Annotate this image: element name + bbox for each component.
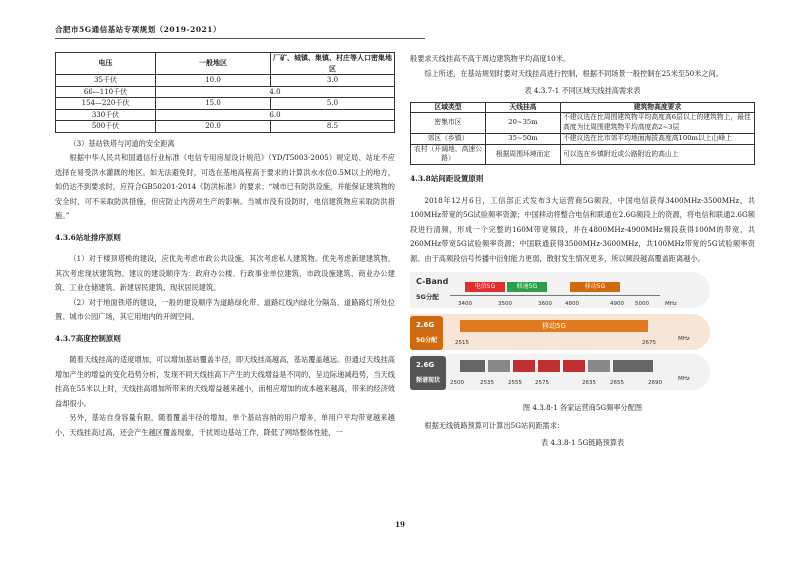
table-row <box>56 98 395 110</box>
g26b-segment <box>538 360 560 372</box>
tick-label: 2575 <box>535 380 549 387</box>
tick-label: 3600 <box>538 301 552 308</box>
table-cell: 35~50m <box>486 133 561 144</box>
cband-subtitle: 5G分配 <box>416 292 439 301</box>
g26-title-text: 2.6G <box>416 321 435 330</box>
table-cell: 154—220千伏 <box>56 98 156 110</box>
cband-axis <box>450 295 660 296</box>
cband-segment-unicom: 联通5G <box>507 282 547 292</box>
figure-caption: 图 4.3.8-1 各家运营商5G频率分配图 <box>522 403 643 413</box>
table-cell: 5.0 <box>271 98 395 110</box>
tick-label: 2655 <box>610 380 624 387</box>
table-cell: 330千伏 <box>56 109 156 121</box>
paragraph: 根据无线链路预算可计算出5G站间距需求： <box>424 420 565 430</box>
table-header-cell: 建筑物高度要求 <box>561 102 755 113</box>
paragraph: 根据中华人民共和国通信行业标准《电信专用房屋设计规范》（YD/T5003-2005）规定局、站址不应选择在易受洪水灌溉的地区。如无法避免时，可选在基地高程高于要求的计算洪水水位0.5M以上的地方，如仍达不到要求时，应符合GB50201-2014《防洪标准》的要求；“城市已有防洪设施，并能保证建筑物的安全时，可不采取防洪措施，但应防止内涝对生产的影响。当城市没有设防时，电信建筑物应采取防洪措施。” <box>55 153 395 220</box>
g26b-segment <box>563 360 585 372</box>
g26b-segment <box>613 360 653 372</box>
table-cell: 3.0 <box>271 75 395 87</box>
tick-label: 3400 <box>458 301 472 308</box>
table-row <box>411 113 755 134</box>
unit-label: MHz <box>678 336 690 343</box>
antenna-height-table <box>410 102 755 166</box>
table-row <box>56 121 395 133</box>
g26b-segment <box>488 360 510 372</box>
table-cell: 4.0 <box>156 86 395 98</box>
g26b-title-text: 2.6G <box>416 361 435 370</box>
table-row <box>56 109 395 121</box>
table-header-cell: 电压 <box>56 53 156 75</box>
tick-label: 2635 <box>582 380 596 387</box>
cband-title <box>416 275 448 304</box>
left-column <box>55 52 395 440</box>
tick-label: 4800 <box>565 301 579 308</box>
g26b-segment <box>588 360 610 372</box>
tick-label: 2675 <box>642 340 656 347</box>
section-heading: 4.3.6站址排序原则 <box>55 232 121 242</box>
table-cell: 农村（开阔地、高速公路） <box>411 144 486 165</box>
paragraph: 另外，基站自身容量有限，随着覆盖半径的增加，单个基站容纳的用户增多，单用户平均带宽越来越小，天线挂高过高，还会产生越区覆盖现象，干扰周边基站工作，降低了网络整体性能，一 <box>55 413 395 437</box>
table-cell: 不建议选在比周围建筑物平均高度高6层以上的建筑物上，最佳高度为比周围建筑物平均高度高2~3层 <box>561 113 755 134</box>
g26b-segment <box>513 360 535 372</box>
table-cell: 20.0 <box>156 121 271 133</box>
tick-label: 2515 <box>455 340 469 347</box>
section-heading: 4.3.8站间距设置原则 <box>410 174 484 184</box>
table-cell: 500千伏 <box>56 121 156 133</box>
table-cell: 15.0 <box>156 98 271 110</box>
table-header-cell: 天线挂高 <box>486 102 561 113</box>
frequency-figure <box>410 272 755 397</box>
tick-label: 2500 <box>450 380 464 387</box>
table-cell: 不建议选在比市郊平均地面海拔高度高100m以上山峰上 <box>561 133 755 144</box>
table-cell: 郊区（乡镇） <box>411 133 486 144</box>
table-cell: 8.5 <box>271 121 395 133</box>
unit-label: MHz <box>665 301 677 308</box>
paragraph: （1）对于楼顶塔桅的建设，应优先考虑市政公共设施，其次考虑私人建筑物。优先考虑新建建筑物，其次考虑现状建筑物。建议的建设顺序为：政府办公楼、行政事业单位建筑、市政设施建筑、商业办公建筑、工业仓储建筑、新建居民建筑、现状居民建筑。 <box>55 254 395 292</box>
paragraph: （2）对于地面铁塔的建设，一般的建设顺序为道路绿化带、道路红线内绿化分隔岛、道路路灯所处位置、城市公园广场，其它用地内的开阔空间。 <box>55 297 395 321</box>
table-row <box>411 133 755 144</box>
tick-label: 3500 <box>498 301 512 308</box>
g26b-subtitle: 频谱现状 <box>416 376 441 384</box>
table-cell: 密集市区 <box>411 113 486 134</box>
table-cell: 10.0 <box>156 75 271 87</box>
running-header: 合肥市5G通信基站专项规划（2019-2021） <box>55 25 221 34</box>
cband-title-text: C-Band <box>416 277 449 287</box>
table-row <box>411 144 755 165</box>
section-heading: 4.3.7高度控制原则 <box>55 333 121 343</box>
tick-label: 2555 <box>508 380 522 387</box>
table-cell: 20~35m <box>486 113 561 134</box>
paragraph: 随着天线挂高的适度增加，可以增加基站覆盖半径，即天线挂高越高，基站覆盖越远。但通过天线挂高增加产生的增益的变化趋势分析，发现不同天线挂高下产生的天线增益是不同的，呈边际递减趋势，当天线挂高在55米以上时，天线挂高增加所带来的天线增益越来越小，而相应增加的成本越来越高，带来的经济效益却很小。 <box>55 355 395 408</box>
g26-segment-mobile: 移动5G <box>460 320 648 332</box>
paragraph: 2018年12月6日，工信部正式发布3大运营商5G频段，中国电信获得3400MHz-3500MHz，共100MHz带宽的5G试验频率资源；中国移动将整合电信和联通在2.6G频段上的资源，将电信和联通2.6G频段进行清频，形成一个完整的160M带宽频段，并在4800MHz-4900MHz频段获得100M的带宽，共260MHz带宽5G试验频率资源；中国联通获得3500MHz-3600MHz，共100MHz带宽的5G试验频率资源。由于高频段信号传播中衍射能力更弱，散射发生情况更多，所以频段越高覆盖距离越小。 <box>410 195 755 263</box>
table-caption: 表 4.3.8-1 5G链路预算表 <box>540 438 625 448</box>
unit-label: MHz <box>678 376 690 383</box>
g26b-title <box>410 356 446 390</box>
paragraph: （3）基站铁塔与河道的安全距离 <box>69 138 175 148</box>
table-header-cell: 厂矿、城镇、集镇、村庄等人口密集地区 <box>271 53 395 75</box>
g26b-segment <box>460 360 485 372</box>
right-column <box>410 52 755 454</box>
page-number: 19 <box>395 520 405 529</box>
table-header-row <box>56 53 395 75</box>
voltage-table <box>55 52 395 133</box>
g26-subtitle: 5G分配 <box>416 336 438 344</box>
table-caption: 表 4.3.7-1 不同区域天线挂高需求表 <box>524 86 641 95</box>
paragraph: 综上所述，在基站规划时要对天线挂高进行控制，根据不同场景一般控制在25米至50米之间。 <box>424 68 723 78</box>
cband-segment-telecom: 电信5G <box>465 282 505 292</box>
table-header-cell: 区域类型 <box>411 102 486 113</box>
header-rule <box>55 38 425 39</box>
tick-label: 4900 <box>610 301 624 308</box>
table-row <box>56 75 395 87</box>
table-cell: 可以选在乡镇附近或公路附近的高山上 <box>561 144 755 165</box>
tick-label: 2690 <box>648 380 662 387</box>
cband-segment-mobile: 移动5G <box>570 282 620 292</box>
table-cell: 根据周围环境而定 <box>486 144 561 165</box>
table-cell: 6.0 <box>156 109 395 121</box>
table-cell: 35千伏 <box>56 75 156 87</box>
table-cell: 66—110千伏 <box>56 86 156 98</box>
tick-label: 5000 <box>635 301 649 308</box>
g26-title <box>410 316 443 350</box>
table-header-cell: 一般地区 <box>156 53 271 75</box>
paragraph: 般要求天线挂高不高于周边建筑物平均高度10米。 <box>410 54 571 63</box>
table-row <box>56 86 395 98</box>
tick-label: 2535 <box>480 380 494 387</box>
table-header-row <box>411 102 755 113</box>
